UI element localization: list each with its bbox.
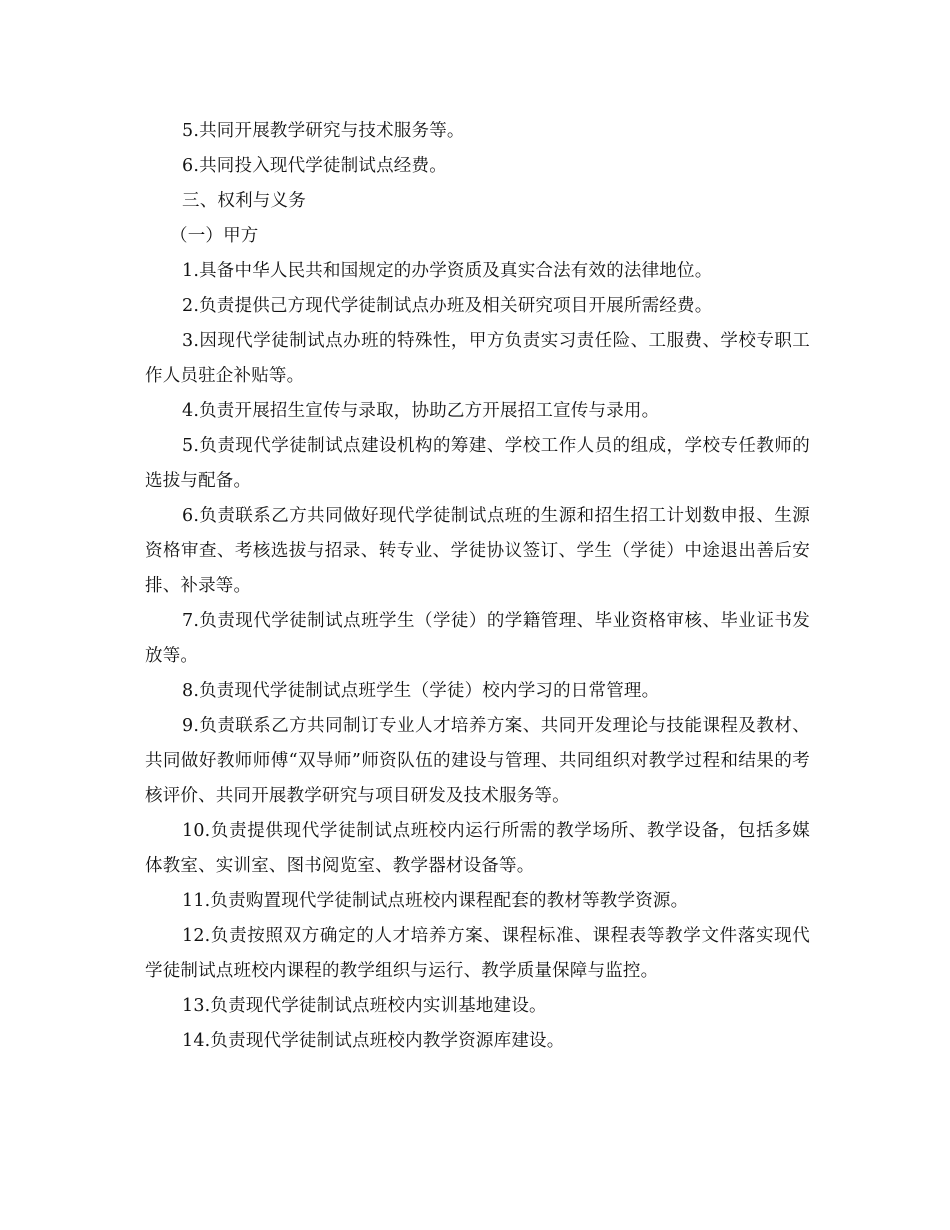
clause-paragraph: 3.因现代学徒制试点办班的特殊性，甲方负责实习责任险、工服费、学校专职工作人员驻企补贴等。 [145,331,810,386]
document-body [145,114,810,1059]
clause-paragraph: 8.负责现代学徒制试点班学生（学徒）校内学习的日常管理。 [182,681,660,701]
clause-paragraph: 7.负责现代学徒制试点班学生（学徒）的学籍管理、毕业资格审核、毕业证书发放等。 [145,611,810,666]
clause-paragraph: 12.负责按照双方确定的人才培养方案、课程标准、课程表等教学文件落实现代学徒制试点班校内课程的教学组织与运行、教学质量保障与监控。 [145,926,810,981]
clause-paragraph: 5.负责现代学徒制试点建设机构的筹建、学校工作人员的组成，学校专任教师的选拔与配备。 [145,436,810,491]
clause-paragraph: 2.负责提供己方现代学徒制试点办班及相关研究项目开展所需经费。 [182,296,713,316]
clause-paragraph: 1.具备中华人民共和国规定的办学资质及真实合法有效的法律地位。 [182,261,713,281]
clause-paragraph: 10.负责提供现代学徒制试点班校内运行所需的教学场所、教学设备，包括多媒体教室、实训室、图书阅览室、教学器材设备等。 [145,821,810,876]
subsection-heading: （一）甲方 [170,226,259,246]
clause-paragraph: 9.负责联系乙方共同制订专业人才培养方案、共同开发理论与技能课程及教材、共同做好教师师傅“双导师”师资队伍的建设与管理、共同组织对教学过程和结果的考核评价、共同开展教学研究与项目研发及技术服务等。 [145,716,810,806]
clause-paragraph: 4.负责开展招生宣传与录取，协助乙方开展招工宣传与录用。 [182,401,660,421]
clause-paragraph: 11.负责购置现代学徒制试点班校内课程配套的教材等教学资源。 [182,891,689,911]
section-heading: 三、权利与义务 [182,191,306,211]
clause-paragraph: 13.负责现代学徒制试点班校内实训基地建设。 [182,996,547,1016]
clause-paragraph: 6.共同投入现代学徒制试点经费。 [182,156,447,176]
clause-paragraph: 5.共同开展教学研究与技术服务等。 [182,121,465,141]
clause-paragraph: 14.负责现代学徒制试点班校内教学资源库建设。 [182,1031,565,1051]
clause-paragraph: 6.负责联系乙方共同做好现代学徒制试点班的生源和招生招工计划数申报、生源资格审查、考核选拔与招录、转专业、学徒协议签订、学生（学徒）中途退出善后安排、补录等。 [145,506,810,596]
